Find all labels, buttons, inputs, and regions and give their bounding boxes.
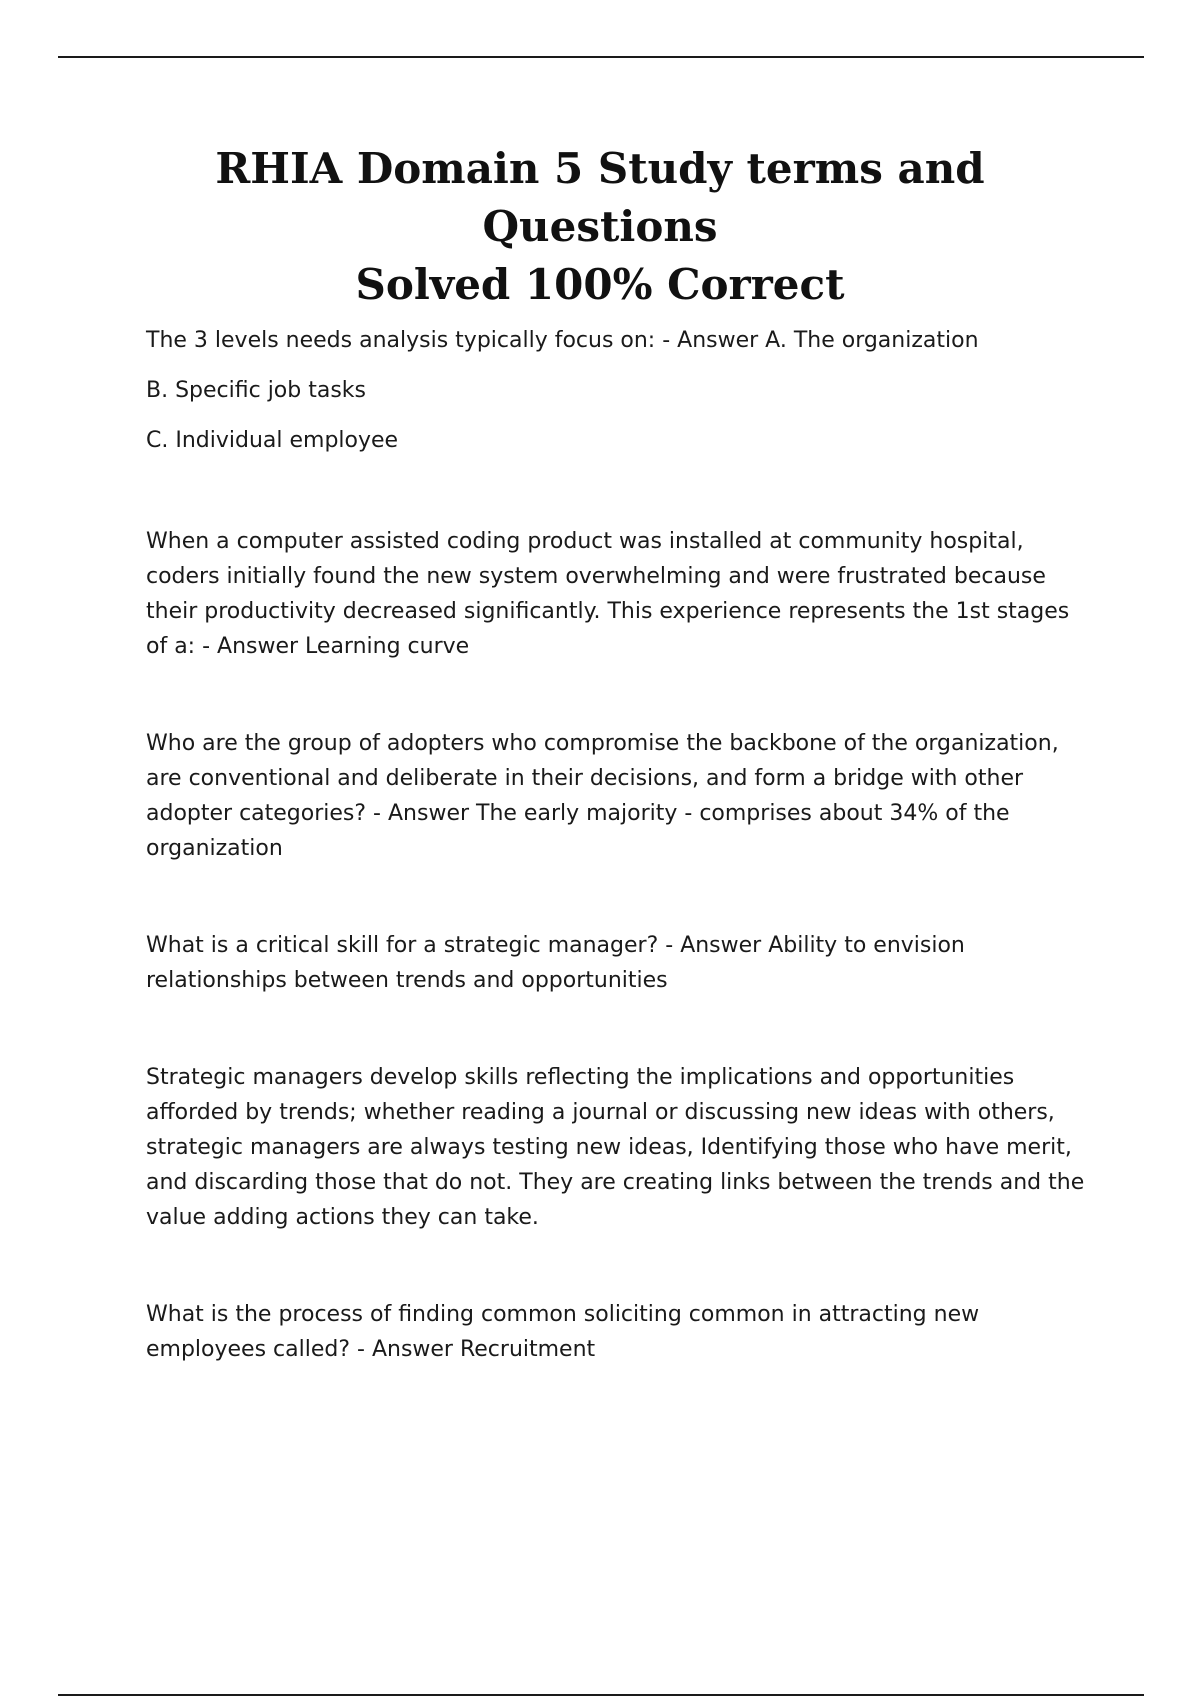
document-body xyxy=(146,323,1086,1367)
qa-paragraph: C. Individual employee xyxy=(146,428,399,453)
header-rule xyxy=(58,56,1144,58)
qa-paragraph: What is a critical skill for a strategic manager? - Answer Ability to envision relationships between trends and opportunities xyxy=(146,933,965,993)
qa-paragraph: Who are the group of adopters who compromise the backbone of the organization, are conventional and deliberate in their decisions, and form a bridge with other adopter categories? - Answer The early majority - comprises about 34% of the organization xyxy=(146,731,1059,861)
qa-paragraph: B. Specific job tasks xyxy=(146,378,366,403)
qa-paragraph: What is the process of finding common soliciting common in attracting new employees called? - Answer Recruitment xyxy=(146,1302,980,1362)
qa-paragraph: The 3 levels needs analysis typically focus on: - Answer A. The organization xyxy=(146,328,979,353)
qa-paragraph: Strategic managers develop skills reflecting the implications and opportunities afforded by trends; whether reading a journal or discussing new ideas with others, strategic managers are always testing new ideas, Identifying those who have merit, and discarding those that do not. They are creating links between the trends and the value adding actions they can take. xyxy=(146,1065,1085,1230)
title-line-1: RHIA Domain 5 Study terms and Questions xyxy=(215,144,985,251)
title-line-2: Solved 100% Correct xyxy=(355,260,845,309)
qa-paragraph: When a computer assisted coding product was installed at community hospital, coders initially found the new system overwhelming and were frustrated because their productivity decreased significantly. This experience represents the 1st stages of a: - Answer Learning curve xyxy=(146,529,1070,659)
document-title xyxy=(100,140,1100,314)
footer-rule xyxy=(58,1694,1144,1696)
